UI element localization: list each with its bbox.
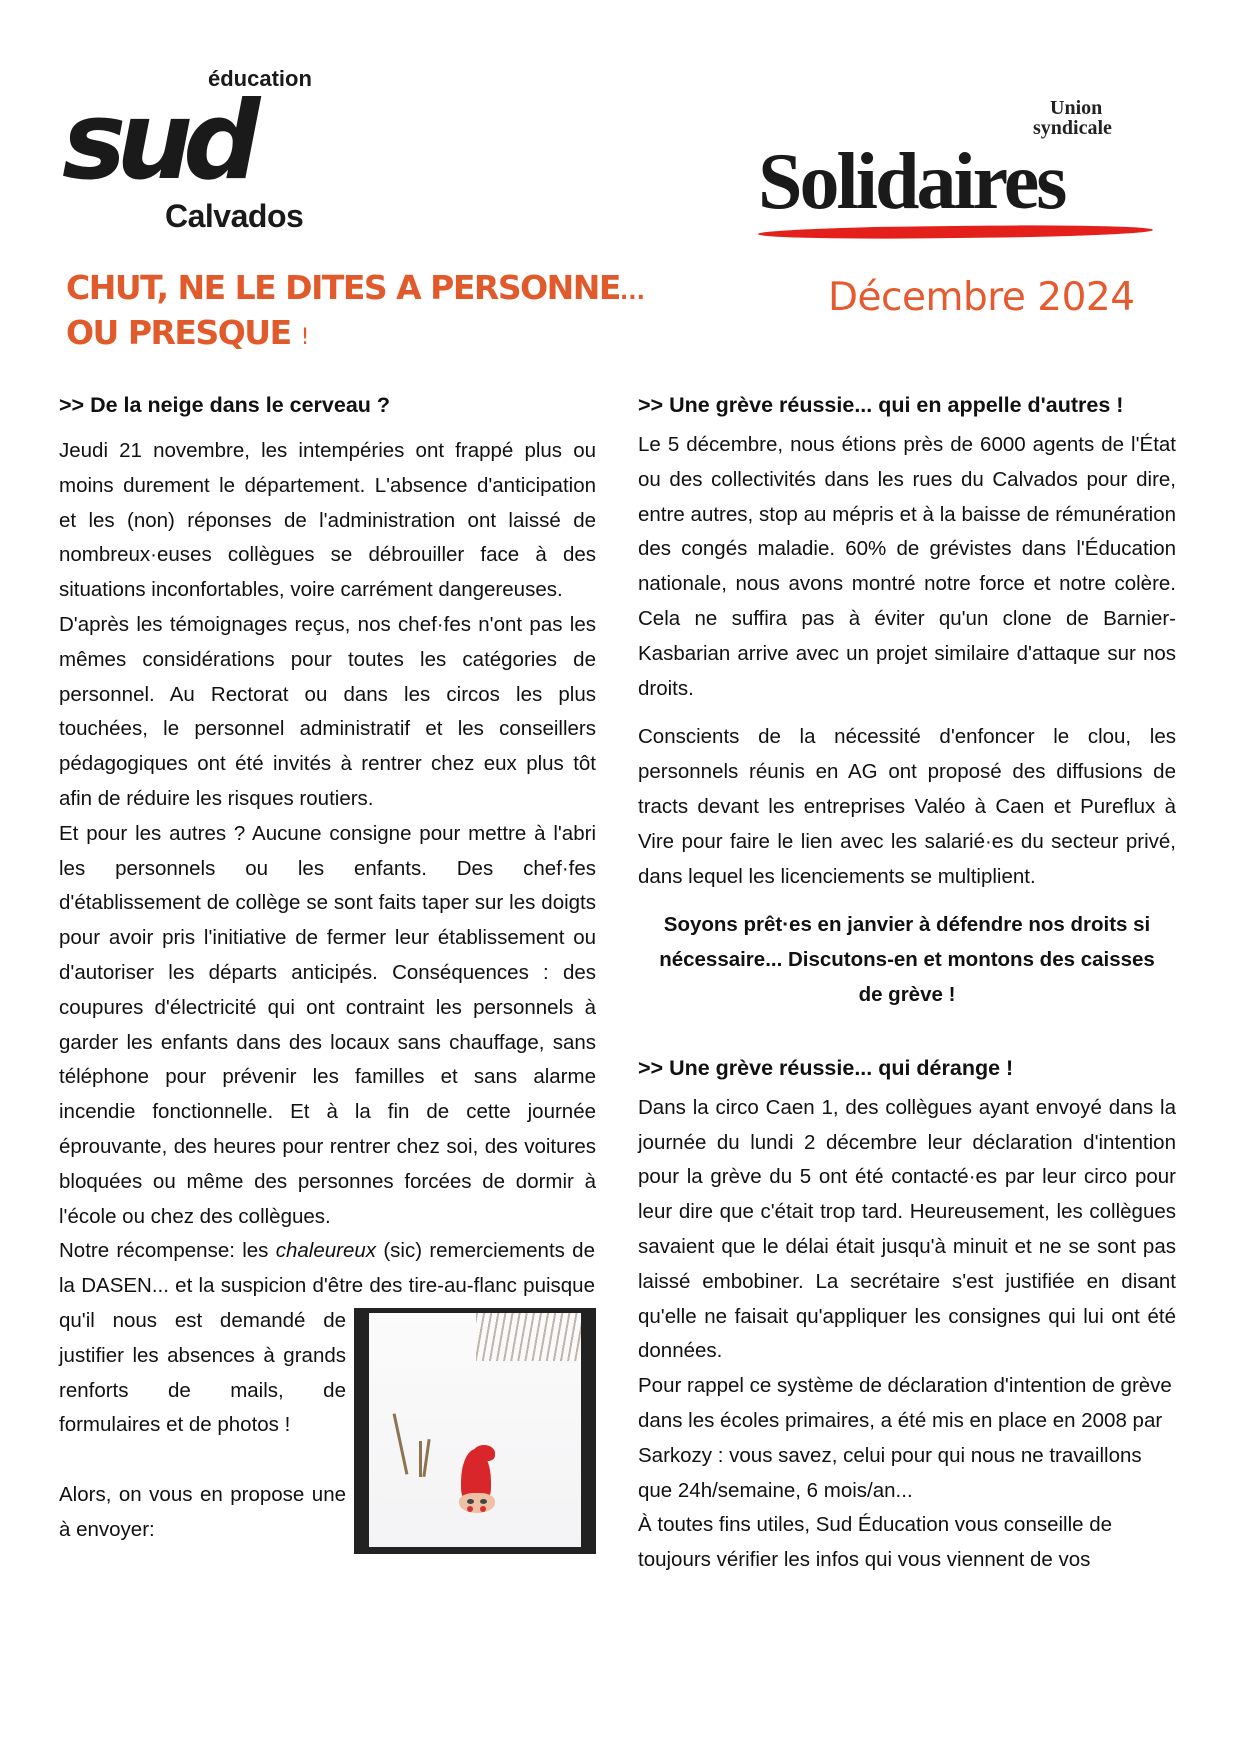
slogan-line-1-text: CHUT, NE LE DITES A PERSONNE bbox=[66, 268, 620, 307]
solidaires-logo-syndicale: syndicale bbox=[1033, 117, 1112, 139]
sud-education-logo bbox=[62, 58, 332, 238]
slogan-banner bbox=[66, 268, 645, 358]
article-strike-title: >> Une grève réussie... qui en appelle d'autres ! bbox=[638, 393, 1124, 417]
article-disturb-paragraph: Dans la circo Caen 1, des collègues ayant envoyé dans la journée du lundi 2 décembre leur déclaration d'intention pour la grève du 5 ont été contacté·es par leur circo pour leur dire que c'était trop tard. Heureusement, les collègues savaient que le délai était jusqu'à minuit et ne se sont pas laissé embobiner. La secrétaire s'est justifiée en disant qu'elle ne faisait qu'appliquer les consignes qui lui ont été données. bbox=[638, 1095, 1176, 1363]
slogan-line-2-text: OU PRESQUE bbox=[66, 313, 291, 352]
photo-gnome-face bbox=[459, 1493, 495, 1513]
photo-gnome-eye bbox=[467, 1499, 474, 1504]
photo-dry-stem bbox=[419, 1441, 422, 1477]
photo-gnome-eye bbox=[480, 1499, 487, 1504]
reward-text-suffix: (sic) remerciements de la DASEN... et la suspicion d'être des tire-au-flanc puisque qu'il nous est demandé de justifier les absences à grands renforts de mails, de formulaires et de photos ! bbox=[59, 1239, 595, 1437]
article-disturb-paragraph: Pour rappel ce système de déclaration d'intention de grève dans les écoles primaires, a été mis en place en 2008 par Sarkozy : vous savez, celui pour qui nous ne travaillons que 24h/semaine, 6 mois/an... bbox=[638, 1374, 1172, 1502]
photo-gnome-nose bbox=[467, 1506, 473, 1512]
article-disturb-title: >> Une grève réussie... qui dérange ! bbox=[638, 1055, 1014, 1080]
garden-gnome-in-snow-photo bbox=[354, 1308, 596, 1554]
slogan-exclamation: ! bbox=[300, 325, 308, 350]
solidaires-logo-wordmark: Solidaires bbox=[758, 138, 1065, 226]
solidaires-logo bbox=[758, 98, 1168, 248]
article-strike-paragraph: Conscients de la nécessité d'enfoncer le clou, les personnels réunis en AG ont proposé des diffusions de tracts devant les entreprises Valéo à Caen et Pureflux à Vire pour faire le lien avec les salarié·es du secteur privé, dans lequel les licenciements se multiplient. bbox=[638, 725, 1176, 888]
photo-dry-stem bbox=[393, 1413, 409, 1474]
closing-text: Alors, on vous en propose une à envoyer: bbox=[59, 1482, 346, 1541]
reward-text-italic: chaleureux bbox=[275, 1239, 377, 1263]
slogan-line-2 bbox=[66, 313, 645, 358]
photo-float-offset bbox=[595, 1234, 596, 1304]
article-strike-paragraph: Le 5 décembre, nous étions près de 6000 agents de l'État ou des collectivités dans les rues du Calvados pour dire, entre autres, stop au mépris et à la baisse de rémunération des congés maladie. 60% de grévistes dans l'Éducation nationale, nous avons montré notre force et notre colère. Cela ne suffira pas à éviter qu'un clone de Barnier-Kasbarian arrive avec un projet similaire d'attaque sur nos droits. bbox=[638, 433, 1176, 700]
photo-snow-background bbox=[369, 1313, 581, 1547]
photo-gnome-nose bbox=[480, 1506, 486, 1512]
photo-dry-stem bbox=[422, 1439, 430, 1477]
photo-gnome-hat-tip bbox=[473, 1445, 495, 1461]
slogan-ellipsis: ... bbox=[619, 280, 645, 305]
solidaires-logo-union: Union bbox=[1050, 97, 1103, 119]
solidaires-red-underline bbox=[758, 224, 1153, 240]
slogan-line-1 bbox=[66, 268, 645, 313]
issue-date: Décembre 2024 bbox=[828, 275, 1135, 320]
article-disturb-paragraph: À toutes fins utiles, Sud Éducation vous conseille de toujours vérifier les infos qui vous viennent de vos bbox=[638, 1513, 1113, 1572]
article-snow-title: >> De la neige dans le cerveau ? bbox=[59, 393, 391, 417]
sud-logo-calvados-text: Calvados bbox=[165, 198, 304, 234]
article-snow-paragraph: Jeudi 21 novembre, les intempéries ont frappé plus ou moins durement le département. L'absence d'anticipation et les (non) réponses de l'administration ont laissé de nombreux·euses collègues se débrouiller face à des situations inconfortables, voire carrément dangereuses. bbox=[59, 439, 596, 602]
strike-callout: Soyons prêt·es en janvier à défendre nos droits si nécessaire... Discutons-en et montons des caisses de grève ! bbox=[659, 913, 1155, 1006]
photo-dry-bushes bbox=[476, 1313, 581, 1361]
reward-text-prefix: Notre récompense: les bbox=[59, 1239, 276, 1263]
sud-logo-wordmark: sud bbox=[62, 79, 251, 204]
article-strike bbox=[638, 390, 1176, 1578]
article-snow-paragraph: Et pour les autres ? Aucune consigne pour mettre à l'abri les personnels ou les enfants. Des chef·fes d'établissement de collège se sont faits taper sur les doigts pour avoir pris l'initiative de fermer leur établissement ou d'autoriser les départs anticipés. Conséquences : des coupures d'électricité qui ont contraint les personnels à garder les enfants dans des locaux sans chauffage, sans téléphone pour prévenir les familles et sans alarme incendie fonctionnelle. Et à la fin de cette journée éprouvante, des heures pour rentrer chez soi, des voitures bloquées ou même des personnes forcées de dormir à l'école ou chez des collègues. bbox=[59, 821, 596, 1228]
article-snow-paragraph: D'après les témoignages reçus, nos chef·fes n'ont pas les mêmes considérations pour toutes les catégories de personnel. Au Rectorat ou dans les circos les plus touchées, le personnel administratif et les conseillers pédagogiques ont été invités à rentrer chez eux plus tôt afin de réduire les risques routiers. bbox=[59, 612, 596, 810]
sud-logo-education-text: éducation bbox=[208, 66, 312, 91]
